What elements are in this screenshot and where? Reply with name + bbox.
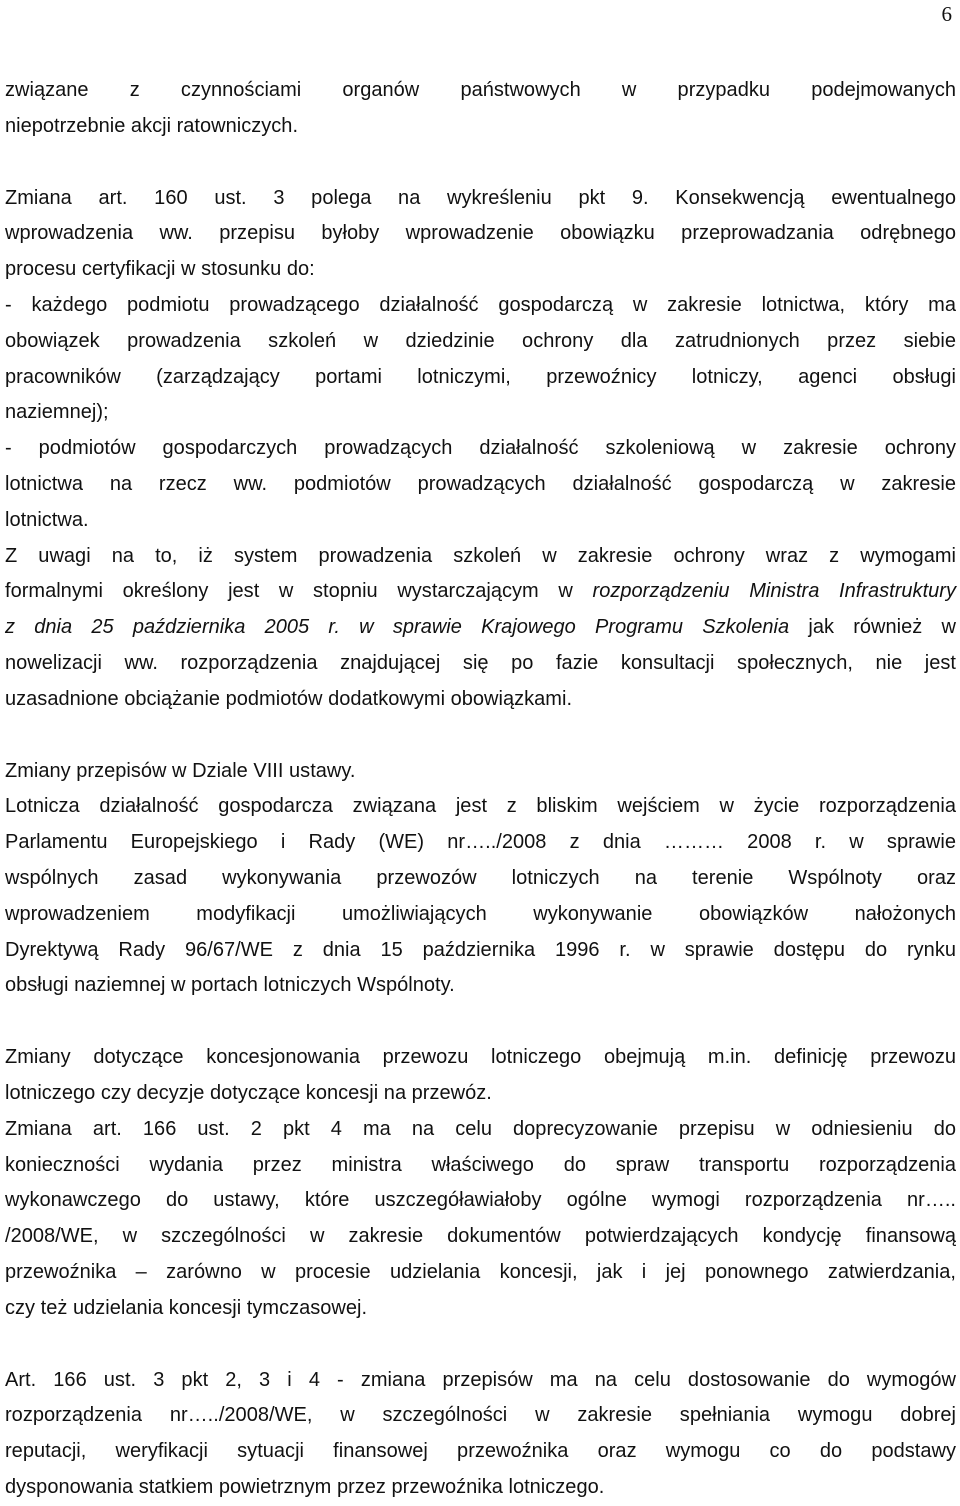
list-item-line: lotnictwa. [5, 508, 89, 531]
paragraph-section-viii [5, 754, 956, 1005]
paragraph-rescue-costs [5, 73, 956, 145]
text-line: Z uwagi na to, iż system prowadzenia szkoleń w zakresie ochrony wraz z wymogami [5, 544, 956, 567]
list-item-line: - podmiotów gospodarczych prowadzących działalność szkoleniową w zakresie ochrony [5, 437, 956, 460]
text-line: reputacji, weryfikacji sytuacji finansowej przewoźnika oraz wymogu co do podstawy [5, 1440, 956, 1463]
text-line: Dyrektywą Rady 96/67/WE z dnia 15 października 1996 r. w sprawie dostępu do rynku [5, 938, 956, 961]
paragraph-spacer [5, 1004, 956, 1040]
regulation-reference: rozporządzeniu Ministra Infrastruktury [592, 580, 956, 603]
text-line [5, 574, 956, 610]
text-line [5, 610, 956, 646]
paragraph-licensing [5, 1040, 956, 1326]
text-line: Zmiana art. 166 ust. 2 pkt 4 ma na celu doprecyzowanie przepisu w odniesieniu do [5, 1117, 956, 1140]
text-line: Art. 166 ust. 3 pkt 2, 3 i 4 - zmiana przepisów ma na celu dostosowanie do wymogów [5, 1368, 956, 1391]
text-line: lotniczego czy decyzje dotyczące koncesji na przewóz. [5, 1081, 492, 1104]
text-line: Zmiany dotyczące koncesjonowania przewozu lotniczego obejmują m.in. definicję przewozu [5, 1046, 956, 1069]
paragraph-spacer [5, 145, 956, 181]
paragraph-art-166-ust-3 [5, 1363, 956, 1506]
document-body [5, 73, 956, 1506]
text-line: wprowadzeniem modyfikacji umożliwiających wykonywanie obowiązków nałożonych [5, 902, 956, 925]
text-line: przewoźnika – zarówno w procesie udzielania koncesji, jak i jej ponownego zatwierdzania, [5, 1260, 956, 1283]
text-line: nowelizacji ww. rozporządzenia znajdującej się po fazie konsultacji społecznych, nie jest [5, 651, 956, 674]
list-item-line: naziemnej); [5, 401, 109, 424]
text-line: /2008/WE, w szczególności w zakresie dokumentów potwierdzających kondycję finansową [5, 1225, 956, 1248]
paragraph-spacer [5, 718, 956, 754]
text-line: uzasadnione obciążanie podmiotów dodatkowymi obowiązkami. [5, 687, 573, 710]
text-line: niepotrzebnie akcji ratowniczych. [5, 114, 299, 137]
list-item-line: - każdego podmiotu prowadzącego działalność gospodarczą w zakresie lotnictwa, który ma [5, 293, 956, 316]
list-item-line: lotnictwa na rzecz ww. podmiotów prowadzących działalność gospodarczą w zakresie [5, 472, 956, 495]
regulation-reference: z dnia 25 października 2005 r. w sprawie Krajowego Programu Szkolenia [5, 616, 790, 639]
paragraph-spacer [5, 1327, 956, 1363]
text-line: dysponowania statkiem powietrznym przez przewoźnika lotniczego. [5, 1475, 605, 1498]
text-line: wykonawczego do ustawy, które uszczegóławiałoby ogólne wymogi rozporządzenia nr….. [5, 1189, 956, 1212]
page-number: 6 [941, 2, 952, 26]
text-line: konieczności wydania przez ministra właściwego do spraw transportu rozporządzenia [5, 1153, 956, 1176]
paragraph-training-requirements [5, 539, 956, 718]
list-item-line: obowiązek prowadzenia szkoleń w dziedzinie ochrony dla zatrudnionych przez siebie [5, 329, 956, 352]
text-line: wprowadzenia ww. przepisu byłoby wprowadzenie obowiązku przeprowadzania odrębnego [5, 222, 956, 245]
text-segment: formalnymi określony jest w stopniu wystarczającym w [5, 580, 593, 603]
text-line: wspólnych zasad wykonywania przewozów lotniczych na terenie Wspólnoty oraz [5, 866, 956, 889]
text-line: Lotnicza działalność gospodarcza związana jest z bliskim wejściem w życie rozporządzenia [5, 795, 956, 818]
text-line: rozporządzenia nr…../2008/WE, w szczególności w zakresie spełniania wymogu dobrej [5, 1404, 956, 1427]
text-line: związane z czynnościami organów państwowych w przypadku podejmowanych [5, 79, 956, 101]
text-line: czy też udzielania koncesji tymczasowej. [5, 1296, 368, 1319]
list-item-line: pracowników (zarządzający portami lotniczymi, przewoźnicy lotniczy, agenci obsługi [5, 365, 956, 388]
section-heading-line: Zmiany przepisów w Dziale VIII ustawy. [5, 759, 356, 782]
paragraph-art-160 [5, 181, 956, 539]
text-segment: jak również w [789, 616, 956, 639]
text-line: Zmiana art. 160 ust. 3 polega na wykreśleniu pkt 9. Konsekwencją ewentualnego [5, 186, 956, 209]
text-line: obsługi naziemnej w portach lotniczych Wspólnoty. [5, 974, 455, 997]
text-line: procesu certyfikacji w stosunku do: [5, 258, 315, 281]
text-line: Parlamentu Europejskiego i Rady (WE) nr…../2008 z dnia ……… 2008 r. w sprawie [5, 831, 956, 854]
